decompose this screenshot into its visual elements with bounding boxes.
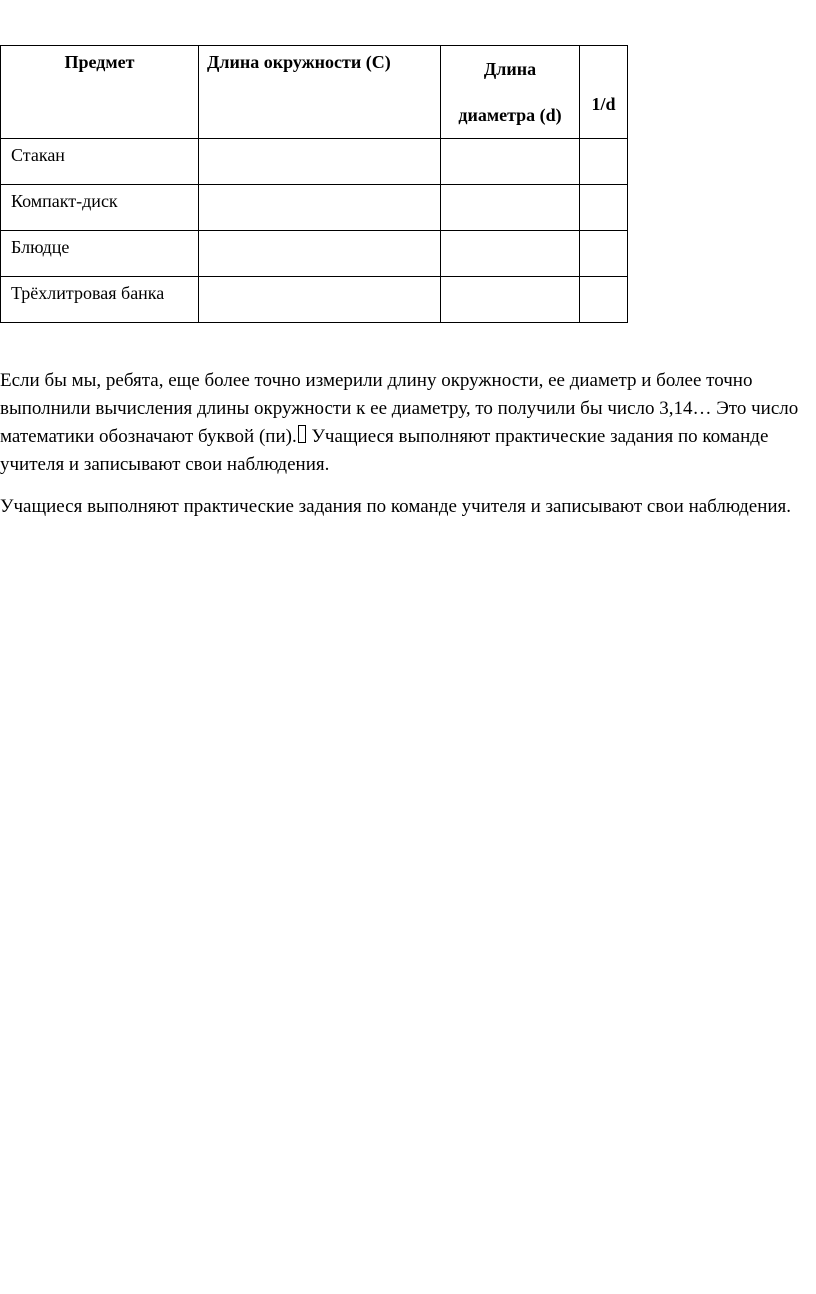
paragraph-pi-text: Если бы мы, ребята, еще более точно измерили длину окружности, ее диаметр и более точно выполнили вычисления длины окружности к ее диаметру, то получили бы число 3,14… Это число математики обозначают буквой (пи). [0, 370, 799, 447]
cell-subject: Стакан [1, 139, 199, 185]
measurement-table [0, 45, 628, 323]
cell-diameter [441, 277, 580, 323]
table-row [1, 185, 628, 231]
header-circumference: Длина окружности (С) [199, 46, 441, 139]
missing-glyph-icon [298, 425, 306, 443]
table-row [1, 231, 628, 277]
paragraph-pi-explanation [0, 367, 800, 479]
cell-inverse-d [580, 139, 628, 185]
header-diameter-line-1: Длина [483, 59, 537, 79]
paragraph-students-text: Учащиеся выполняют практические задания по команде учителя и записывают свои наблюдения. [0, 426, 769, 475]
header-inverse-d: 1/d [580, 46, 628, 139]
cell-circumference [199, 139, 441, 185]
cell-inverse-d [580, 231, 628, 277]
cell-diameter [441, 185, 580, 231]
header-diameter [441, 46, 580, 139]
cell-subject: Компакт-диск [1, 185, 199, 231]
cell-diameter [441, 139, 580, 185]
cell-subject: Трёхлитровая банка [1, 277, 199, 323]
cell-circumference [199, 231, 441, 277]
paragraph-students-task: Учащиеся выполняют практические задания по команде учителя и записывают свои наблюдения. [0, 496, 792, 517]
cell-inverse-d [580, 277, 628, 323]
table-row [1, 277, 628, 323]
cell-subject: Блюдце [1, 231, 199, 277]
table-row [1, 139, 628, 185]
header-subject: Предмет [1, 46, 199, 139]
header-diameter-line-2: диаметра (d) [458, 105, 562, 125]
cell-inverse-d [580, 185, 628, 231]
cell-circumference [199, 277, 441, 323]
cell-circumference [199, 185, 441, 231]
table-header-row [1, 46, 628, 139]
cell-diameter [441, 231, 580, 277]
